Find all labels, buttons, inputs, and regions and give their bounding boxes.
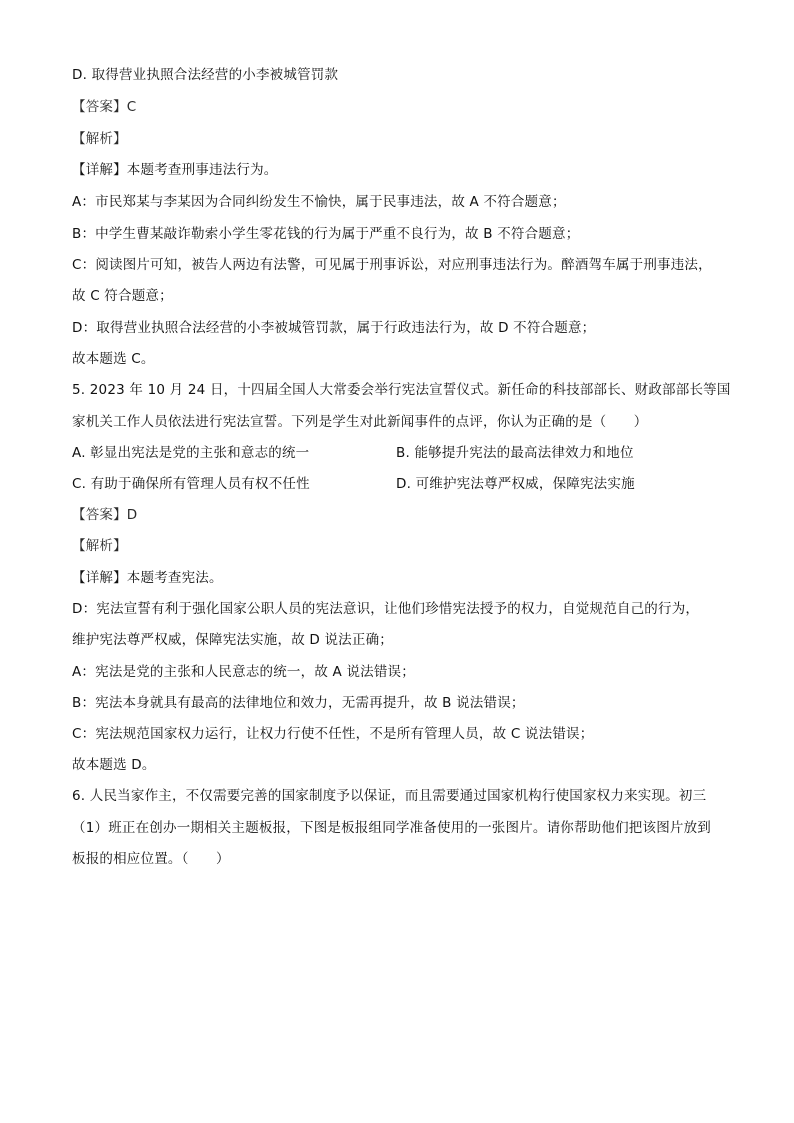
q5-stem-line2: 家机关工作人员依法进行宪法宣誓。下列是学生对此新闻事件的点评，你认为正确的是（ ） bbox=[72, 414, 648, 430]
q4-option-d: D. 取得营业执照合法经营的小李被城管罚款 bbox=[72, 67, 339, 83]
q4-answer: 【答案】C bbox=[72, 99, 137, 115]
q5-explain-a: A：宪法是党的主张和人民意志的统一，故 A 说法错误； bbox=[72, 664, 415, 680]
q5-option-c: C. 有助于确保所有管理人员有权不任性 bbox=[72, 476, 310, 492]
q6-stem-line3: 板报的相应位置。（ ） bbox=[72, 851, 230, 867]
q5-answer: 【答案】D bbox=[72, 507, 138, 523]
q4-conclusion: 故本题选 C。 bbox=[72, 351, 155, 367]
q5-stem-line1: 5. 2023 年 10 月 24 日，十四届全国人大常委会举行宪法宣誓仪式。新任命的科技部部长、财政部部长等国 bbox=[72, 382, 731, 398]
q5-conclusion: 故本题选 D。 bbox=[72, 757, 156, 773]
q4-detail: 【详解】本题考查刑事违法行为。 bbox=[72, 162, 278, 178]
q5-analysis-label: 【解析】 bbox=[72, 538, 127, 554]
q5-option-d: D. 可维护宪法尊严权威，保障宪法实施 bbox=[396, 476, 635, 492]
q4-explain-c-line2: 故 C 符合题意； bbox=[72, 288, 173, 304]
q5-option-a: A. 彰显出宪法是党的主张和意志的统一 bbox=[72, 445, 310, 461]
q4-explain-d: D：取得营业执照合法经营的小李被城管罚款，属于行政违法行为，故 D 不符合题意； bbox=[72, 320, 596, 336]
q6-stem-line1: 6. 人民当家作主，不仅需要完善的国家制度予以保证，而且需要通过国家机构行使国家权力来实现。初三 bbox=[72, 788, 707, 804]
q5-explain-b: B：宪法本身就具有最高的法律地位和效力，无需再提升，故 B 说法错误； bbox=[72, 695, 525, 711]
q6-stem-line2: （1）班正在创办一期相关主题板报，下图是板报组同学准备使用的一张图片。请你帮助他们把该图片放到 bbox=[72, 820, 711, 836]
q4-analysis-label: 【解析】 bbox=[72, 131, 127, 147]
q5-option-b: B. 能够提升宪法的最高法律效力和地位 bbox=[396, 445, 634, 461]
q5-explain-c: C：宪法规范国家权力运行，让权力行使不任性，不是所有管理人员，故 C 说法错误； bbox=[72, 726, 594, 742]
q4-explain-b: B：中学生曹某敲诈勒索小学生零花钱的行为属于严重不良行为，故 B 不符合题意； bbox=[72, 226, 580, 242]
q4-explain-a: A：市民郑某与李某因为合同纠纷发生不愉快，属于民事违法，故 A 不符合题意； bbox=[72, 194, 566, 210]
q4-explain-c-line1: C：阅读图片可知，被告人两边有法警，可见属于刑事诉讼，对应刑事违法行为。醉酒驾车属于刑事违法， bbox=[72, 257, 712, 273]
q5-explain-d-line1: D：宪法宣誓有利于强化国家公职人员的宪法意识，让他们珍惜宪法授予的权力，自觉规范自己的行为， bbox=[72, 601, 700, 617]
q5-detail: 【详解】本题考查宪法。 bbox=[72, 570, 223, 586]
q5-explain-d-line2: 维护宪法尊严权威，保障宪法实施，故 D 说法正确； bbox=[72, 632, 393, 648]
